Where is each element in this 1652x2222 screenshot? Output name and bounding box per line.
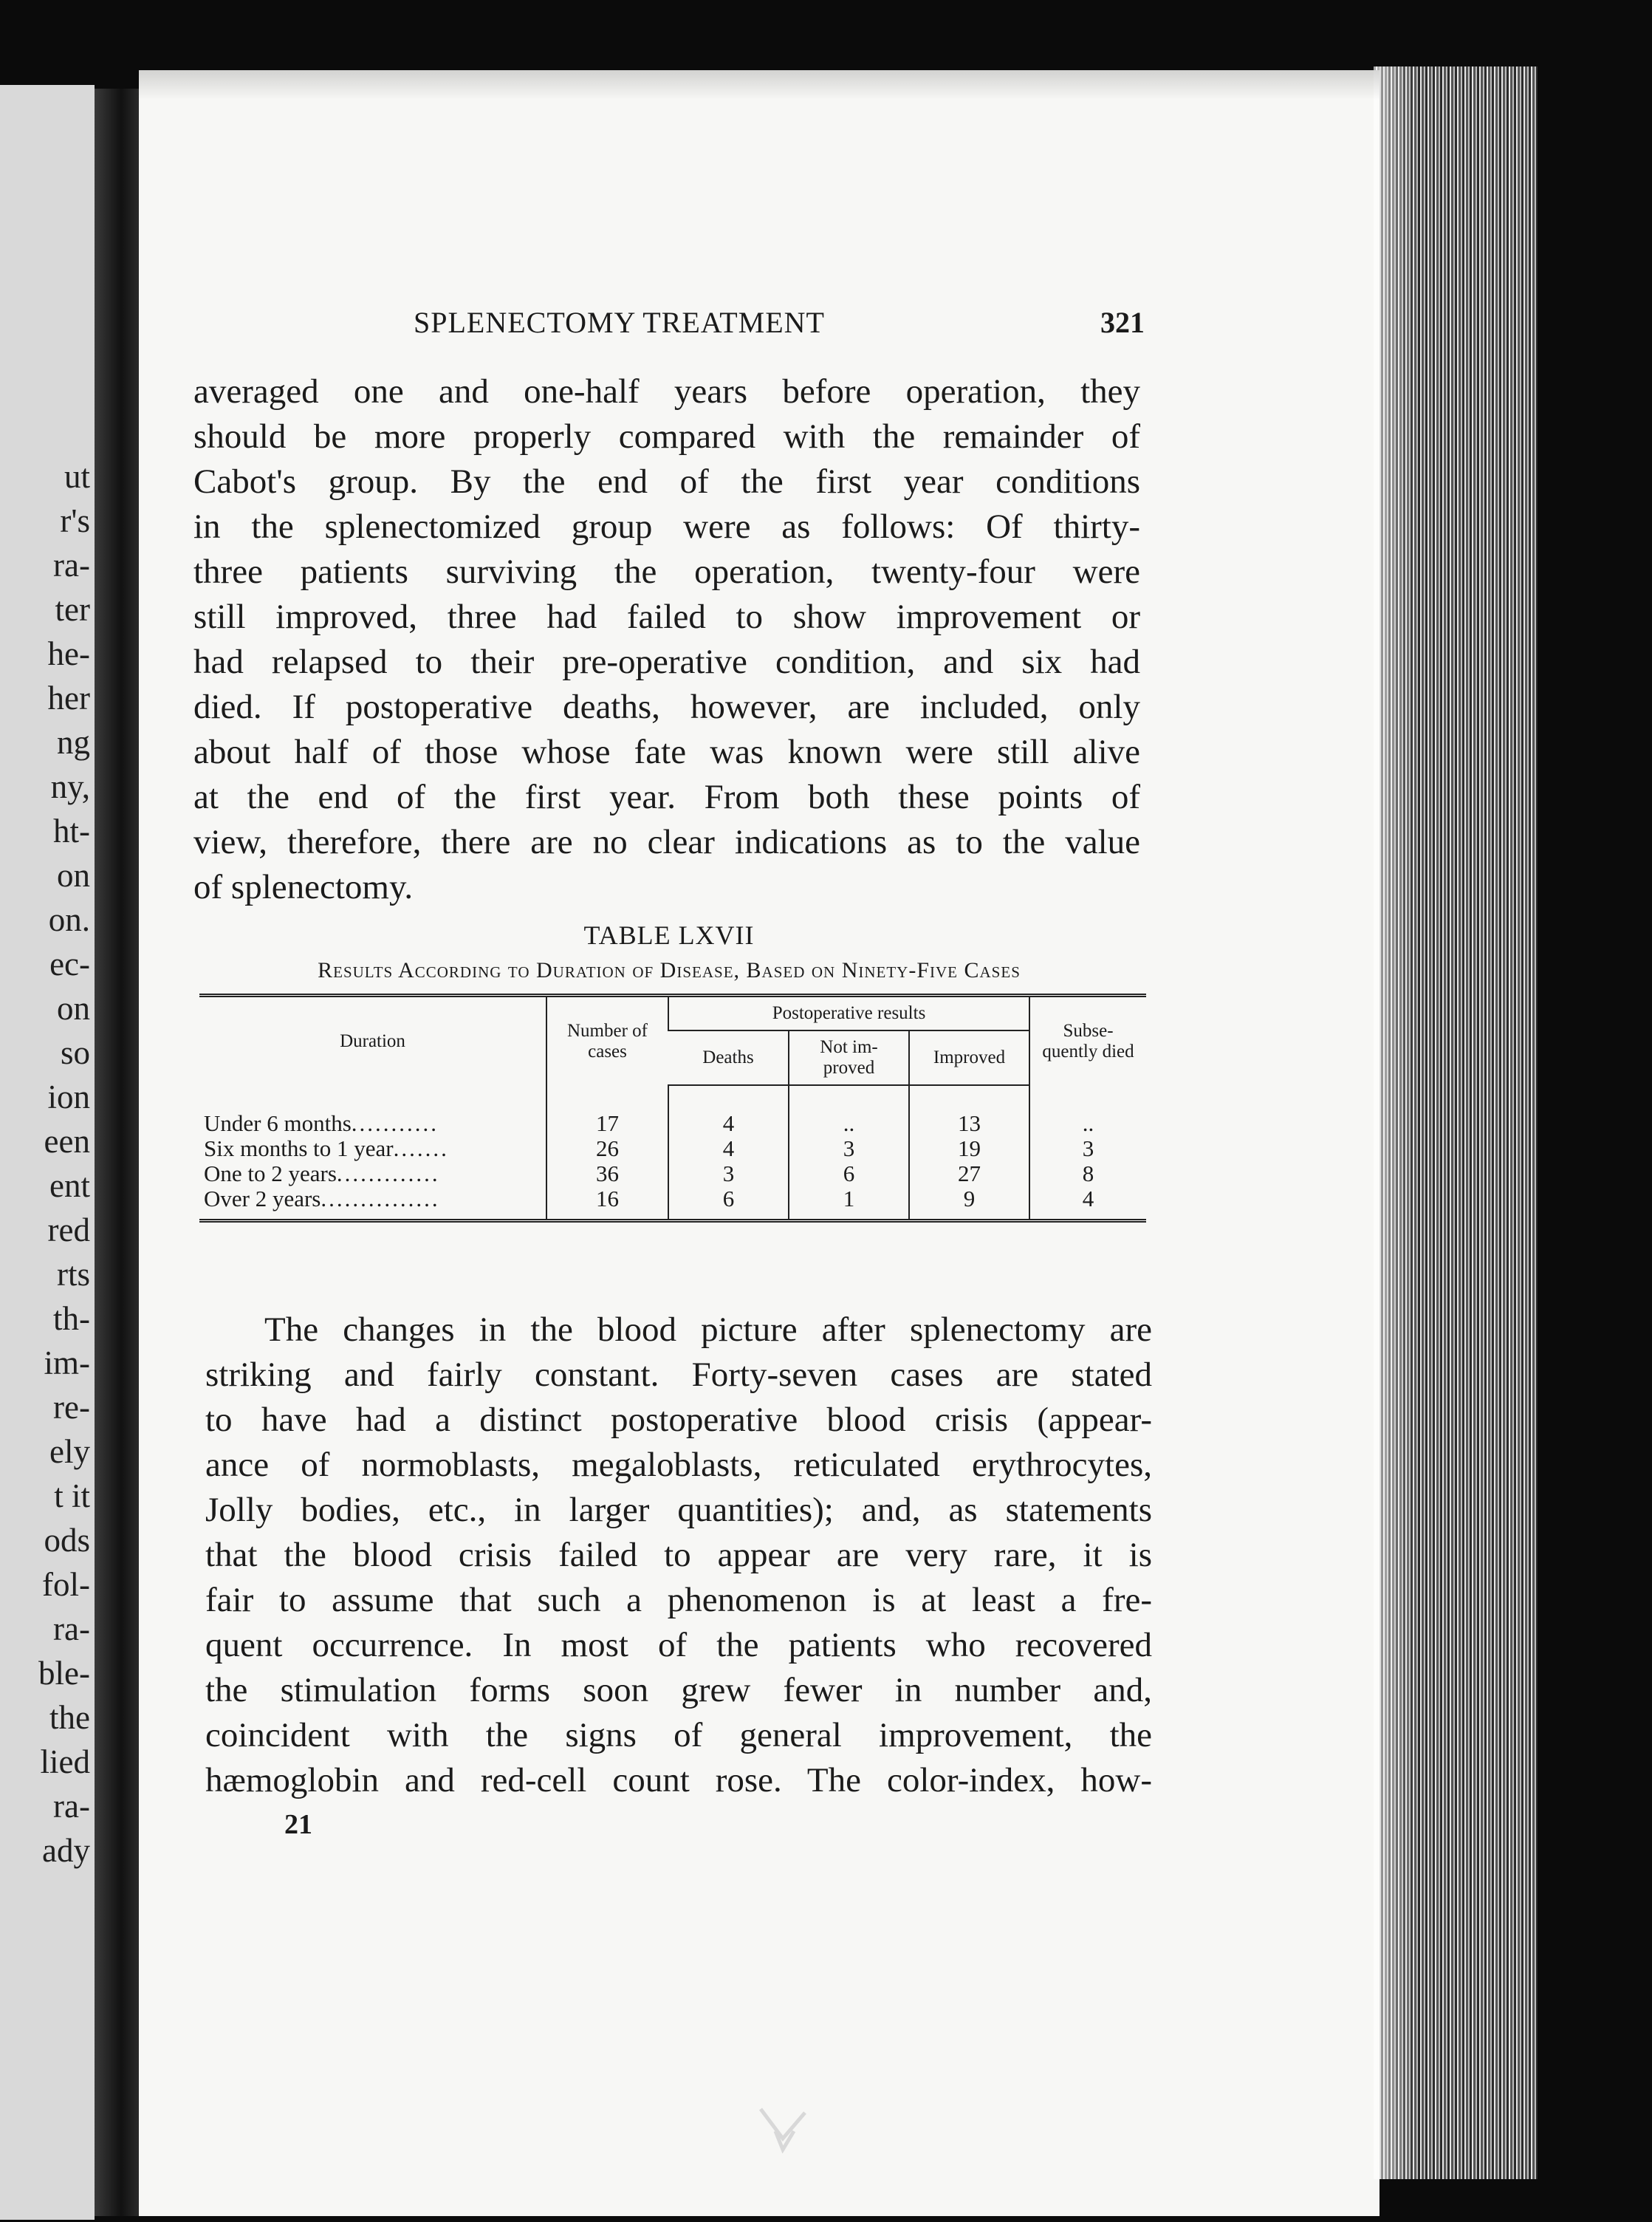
duration-text: Over 2 years [204,1186,321,1211]
cell-deaths: 4 [668,1085,789,1136]
paragraph-2 [205,1307,1152,1803]
cell-deaths: 4 [668,1136,789,1161]
signature-mark: 21 [284,1809,312,1840]
header-subsequently-died: Subse- quently died [1029,996,1146,1086]
header-deaths: Deaths [668,1030,789,1085]
duration-text: Under 6 months [204,1110,352,1136]
cell-improved: 13 [909,1085,1029,1136]
cell-deaths: 6 [668,1186,789,1221]
cell-deaths: 3 [668,1161,789,1186]
text-line: hæmoglobin and red-cell count rose. The color-index, how- [205,1761,1152,1799]
left-fragment: lied [40,1743,90,1780]
cell-improved: 9 [909,1186,1029,1221]
left-fragment: her [47,680,90,717]
text-line: died. If postoperative deaths, however, are included, only [193,688,1140,726]
text-line: Cabot's group. By the end of the first year conditions [193,462,1140,501]
cell-cases: 36 [546,1161,668,1186]
left-fragment: ra- [53,1610,90,1647]
left-page [0,85,95,2220]
cell-cases: 16 [546,1186,668,1221]
text-line: the stimulation forms soon grew fewer in number and, [205,1671,1152,1709]
text-line: Jolly bodies, etc., in larger quantities); and, as statements [205,1491,1152,1529]
left-fragment: ny, [50,768,90,805]
text-line: to have had a distinct postoperative blood crisis (appear- [205,1401,1152,1439]
cell-duration [199,1085,546,1136]
page-top-shadow [139,70,1379,100]
text-line: three patients surviving the operation, twenty-four were [193,553,1140,591]
left-fragment: so [60,1034,90,1071]
text-line: in the splenectomized group were as follows: Of thirty- [193,507,1140,546]
left-fragment: ble- [38,1655,90,1692]
cell-duration [199,1161,546,1186]
left-fragment: ht- [53,813,90,850]
cell-cases: 17 [546,1085,668,1136]
leader-dots: ............... [321,1186,440,1211]
cell-subsequently-died: 3 [1029,1136,1146,1161]
leader-dots: ............. [336,1160,440,1186]
text-line: had relapsed to their pre-operative condition, and six had [193,643,1140,681]
left-fragment: t it [54,1477,90,1514]
left-page-text-fragments [0,454,95,1873]
text-line: about half of those whose fate was known were still alive [193,733,1140,771]
left-fragment: ec- [49,946,90,982]
scan-artifact-icon [753,2094,812,2153]
left-fragment: ady [42,1832,90,1869]
text-line: of splenectomy. [193,868,414,906]
cell-improved: 27 [909,1161,1029,1186]
left-fragment: im- [44,1344,90,1381]
cell-not-improved: .. [789,1085,909,1136]
table-row [199,1136,1146,1161]
book-gutter [95,89,139,2216]
cell-subsequently-died: .. [1029,1085,1146,1136]
text-line: at the end of the first year. From both these points of [193,778,1140,816]
cell-duration [199,1136,546,1161]
cell-not-improved: 1 [789,1186,909,1221]
text-line: view, therefore, there are no clear indications as to the value [193,823,1140,861]
left-fragment: on [57,990,90,1027]
table-row [199,1161,1146,1186]
left-fragment: ion [47,1078,90,1115]
left-fragment: re- [53,1389,90,1426]
left-fragment: rts [57,1256,90,1293]
text-line: should be more properly compared with the remainder of [193,417,1140,456]
left-fragment: the [49,1699,90,1736]
text-line: The changes in the blood picture after splenectomy are [264,1310,1152,1349]
table-number: TABLE LXVII [583,920,755,950]
header-number-of-cases: Number of cases [546,996,668,1086]
text-line: striking and fairly constant. Forty-seven cases are stated [205,1356,1152,1394]
text-line: fair to assume that such a phenomenon is at least a fre- [205,1581,1152,1619]
duration-text: Six months to 1 year [204,1135,394,1161]
page-number: 321 [1100,306,1145,339]
header-not-improved: Not im- proved [789,1030,909,1085]
left-fragment: r's [60,502,90,539]
cell-subsequently-died: 8 [1029,1161,1146,1186]
left-fragment: he- [47,635,90,672]
left-fragment: ra- [53,1788,90,1825]
header-duration: Duration [340,1030,405,1051]
left-fragment: ent [49,1167,90,1204]
left-fragment: red [47,1211,90,1248]
cell-improved: 19 [909,1136,1029,1161]
cell-cases: 26 [546,1136,668,1161]
cell-not-improved: 3 [789,1136,909,1161]
left-fragment: ut [64,458,90,495]
table-row [199,1186,1146,1221]
table-caption: Results According to Duration of Disease, Based on Ninety-Five Cases [318,958,1021,982]
results-table [199,994,1146,1223]
paragraph-1 [193,369,1140,910]
left-fragment: ra- [53,547,90,584]
leader-dots: ........... [351,1110,439,1136]
left-fragment: th- [53,1300,90,1337]
left-fragment: ods [44,1522,90,1559]
text-line: quent occurrence. In most of the patients who recovered [205,1626,1152,1664]
running-title: SPLENECTOMY TREATMENT [414,306,825,339]
table-row [199,1085,1146,1136]
duration-text: One to 2 years [204,1160,337,1186]
text-line: coincident with the signs of general improvement, the [205,1716,1152,1754]
left-fragment: ely [49,1433,90,1470]
text-line: still improved, three had failed to show improvement or [193,598,1140,636]
text-line: ance of normoblasts, megaloblasts, reticulated erythrocytes, [205,1446,1152,1484]
running-head [192,305,1145,342]
cell-not-improved: 6 [789,1161,909,1186]
leader-dots: ....... [393,1135,449,1161]
cell-subsequently-died: 4 [1029,1186,1146,1221]
left-fragment: ter [55,591,90,628]
text-line: that the blood crisis failed to appear are very rare, it is [205,1536,1152,1574]
left-fragment: ng [57,724,90,761]
left-fragment: fol- [42,1566,90,1603]
header-postoperative-results: Postoperative results [668,996,1029,1031]
page-edge-shade [1374,66,1418,2179]
text-line: averaged one and one-half years before operation, they [193,372,1140,411]
cell-duration [199,1186,546,1221]
left-fragment: on [57,857,90,894]
left-fragment: een [44,1123,90,1160]
left-fragment: on. [48,901,90,938]
header-improved: Improved [909,1030,1029,1085]
